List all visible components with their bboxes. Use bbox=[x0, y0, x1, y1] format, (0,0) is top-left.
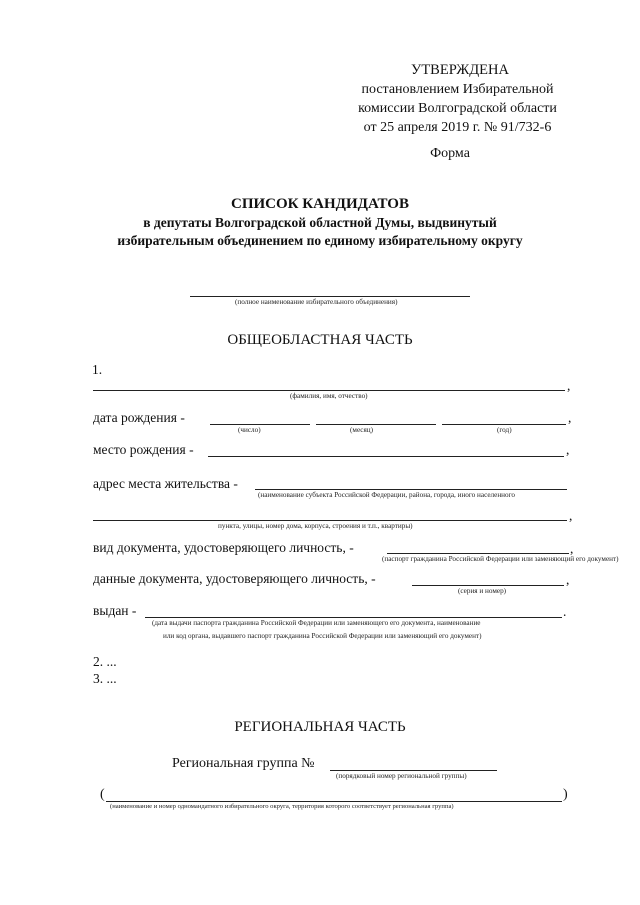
address-comma: , bbox=[569, 508, 573, 523]
address-caption-2: пункта, улицы, номер дома, корпуса, строения и т.п., квартиры) bbox=[218, 522, 413, 530]
birth-month-line[interactable] bbox=[316, 424, 436, 425]
birth-place-line[interactable] bbox=[208, 456, 564, 457]
doc-data-caption: (серия и номер) bbox=[458, 587, 507, 595]
section-oblast-heading: ОБЩЕОБЛАСТНАЯ ЧАСТЬ bbox=[227, 332, 413, 348]
approval-title: УТВЕРЖДЕНА bbox=[411, 62, 509, 78]
birth-day-caption: (число) bbox=[238, 426, 261, 434]
association-name-caption: (полное наименование избирательного объединения) bbox=[235, 298, 398, 306]
doc-data-comma: , bbox=[566, 572, 570, 587]
association-name-line[interactable] bbox=[190, 296, 470, 297]
list-title: СПИСОК КАНДИДАТОВ bbox=[231, 196, 409, 212]
fio-comma: , bbox=[567, 378, 571, 393]
birth-date-label: дата рождения - bbox=[93, 410, 185, 425]
issued-label: выдан - bbox=[93, 603, 137, 618]
fio-line[interactable] bbox=[93, 390, 565, 391]
birth-place-comma: , bbox=[566, 442, 570, 457]
issued-dot: . bbox=[563, 604, 567, 619]
address-caption-1: (наименование субъекта Российской Федерации, района, города, иного населенного bbox=[258, 491, 515, 499]
regional-group-caption: (порядковый номер региональной группы) bbox=[336, 772, 467, 780]
birth-month-caption: (месяц) bbox=[350, 426, 374, 434]
address-line-1[interactable] bbox=[255, 489, 567, 490]
district-line[interactable] bbox=[106, 801, 562, 802]
district-paren-open: ( bbox=[100, 787, 105, 802]
district-paren-close: ) bbox=[563, 787, 568, 802]
doc-data-line[interactable] bbox=[412, 585, 564, 586]
list-subtitle-2: избирательным объединением по единому избирательному округу bbox=[117, 233, 523, 248]
regional-group-label: Региональная группа № bbox=[172, 756, 315, 771]
regional-group-line[interactable] bbox=[330, 770, 497, 771]
form-label: Форма bbox=[430, 146, 470, 161]
birth-year-line[interactable] bbox=[442, 424, 566, 425]
list-item-2: 2. ... bbox=[93, 654, 117, 669]
birth-place-label: место рождения - bbox=[93, 442, 194, 457]
address-label: адрес места жительства - bbox=[93, 476, 238, 491]
approval-line-1: постановлением Избирательной bbox=[361, 82, 554, 97]
fio-caption: (фамилия, имя, отчество) bbox=[290, 392, 368, 400]
list-item-3: 3. ... bbox=[93, 671, 117, 686]
issued-caption-1: (дата выдачи паспорта гражданина Российской Федерации или заменяющего его документа, наименование bbox=[152, 619, 481, 627]
doc-type-caption: (паспорт гражданина Российской Федерации или заменяющий его документ) bbox=[382, 555, 619, 563]
birth-day-line[interactable] bbox=[210, 424, 310, 425]
birth-year-caption: (год) bbox=[497, 426, 512, 434]
doc-data-label: данные документа, удостоверяющего личность, - bbox=[93, 571, 376, 586]
issued-caption-2: или код органа, выдавшего паспорт гражданина Российской Федерации или заменяющий его документ) bbox=[163, 632, 482, 640]
section-regional-heading: РЕГИОНАЛЬНАЯ ЧАСТЬ bbox=[234, 719, 406, 735]
doc-type-line[interactable] bbox=[387, 553, 569, 554]
doc-type-label: вид документа, удостоверяющего личность, - bbox=[93, 540, 354, 555]
district-caption: (наименование и номер одномандатного избирательного округа, территория которого соответствует региональная группа) bbox=[110, 803, 454, 810]
approval-line-3: от 25 апреля 2019 г. № 91/732-6 bbox=[363, 120, 552, 135]
list-subtitle-1: в депутаты Волгоградской областной Думы, выдвинутый bbox=[143, 215, 497, 230]
approval-line-2: комиссии Волгоградской области bbox=[358, 101, 557, 116]
address-line-2[interactable] bbox=[93, 520, 567, 521]
item-number: 1. bbox=[92, 362, 103, 377]
birth-date-comma: , bbox=[568, 410, 572, 425]
doc-type-comma: , bbox=[570, 541, 574, 556]
issued-line[interactable] bbox=[145, 617, 562, 618]
